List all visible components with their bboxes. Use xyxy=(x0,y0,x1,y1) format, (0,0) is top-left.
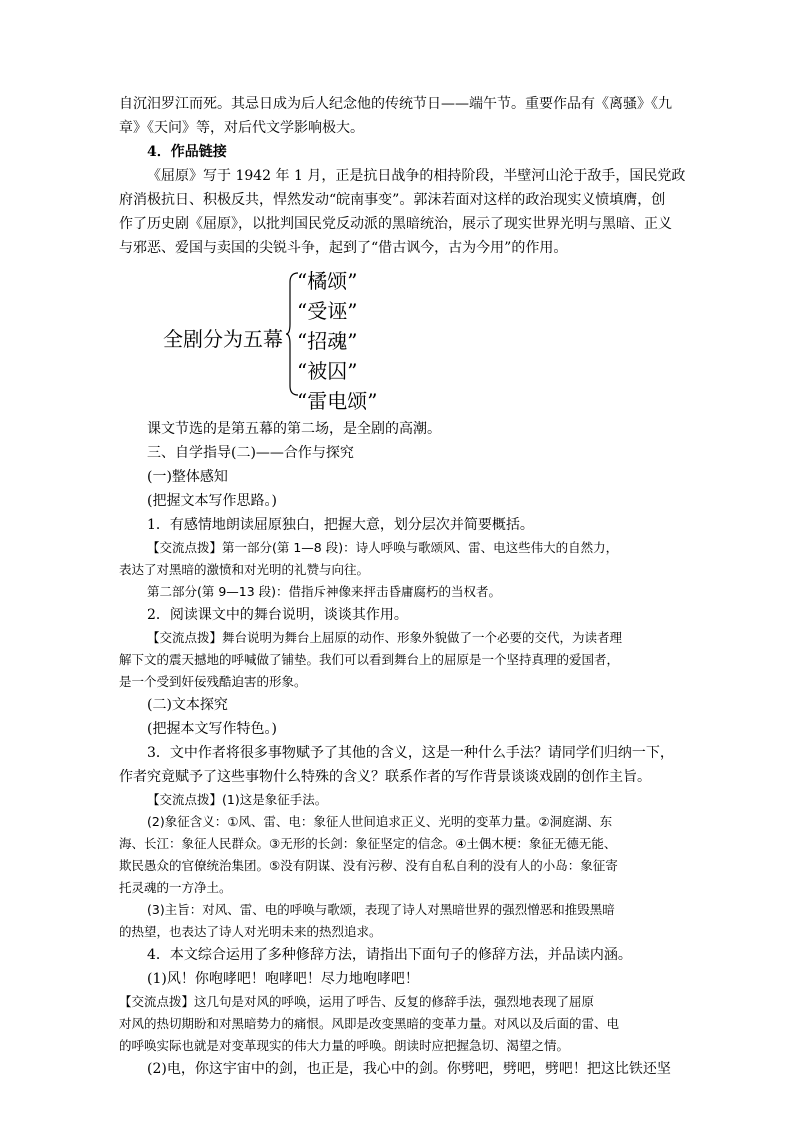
intro-line-2: 章》《天问》等，对后代文学影响极大。 xyxy=(119,120,364,136)
answer-3-part-3-line-1: (3)主旨：对风、雷、电的呼唤与歌颂，表现了诗人对黑暗世界的强烈憎恶和推毁黑暗 xyxy=(147,902,615,917)
question-4-item-2: (2)电，你这宇宙中的剑，也正是，我心中的剑。你劈吧，劈吧，劈吧！把这比铁还坚 xyxy=(147,1061,671,1077)
question-4: 4．本文综合运用了多种修辞方法，请指出下面句子的修辞方法，并品读内涵。 xyxy=(147,947,632,963)
answer-2-line-3: 是一个受到奸佞残酷迫害的形象。 xyxy=(119,674,307,689)
question-3-line-1: 3．文中作者将很多事物赋予了其他的含义，这是一种什么手法？请同学们归纳一下， xyxy=(147,745,674,761)
after-scheme-text: 课文节选的是第五幕的第二场，是全剧的高潮。 xyxy=(147,421,441,437)
answer-4-1-line-1: 【交流点拨】这几句是对风的呼唤，运用了呼告、反复的修辞手法，强烈地表现了屈原 xyxy=(119,994,595,1009)
acts-list xyxy=(297,266,377,416)
answer-3-part-1: 【交流点拨】(1)这是象征手法。 xyxy=(147,792,328,807)
answer-2-line-2: 解下文的震天撼地的呼喊做了铺垫。我们可以看到舞台上的屈原是一个坚持真理的爱国者， xyxy=(119,652,620,667)
act-item: “雷电颂” xyxy=(297,389,378,413)
question-1: 1．有感情地朗读屈原独白，把握大意，划分层次并简要概括。 xyxy=(147,517,534,533)
question-2: 2．阅读课文中的舞台说明，谈谈其作用。 xyxy=(147,607,408,623)
act-item: “招魂” xyxy=(297,329,358,353)
section4-title: 4．作品链接 xyxy=(147,144,227,160)
answer-3-part-2-line-3: 欺民愚众的官僚统治集团。⑤没有阴谋、没有污秽、没有自私自利的没有人的小岛：象征寄 xyxy=(119,858,618,873)
act-item: “橘颂” xyxy=(297,269,358,293)
sub1-note: (把握文本写作思路。) xyxy=(147,493,277,509)
scheme-label: 全剧分为五幕 xyxy=(163,327,283,351)
five-acts-scheme xyxy=(119,266,679,411)
answer-3-part-2-line-1: (2)象征含义：①风、雷、电：象征人世间追求正义、光明的变革力量。②洞庭湖、东 xyxy=(147,814,613,829)
act-item: “被囚” xyxy=(297,359,358,383)
document-page xyxy=(119,92,686,1081)
answer-1-line-1: 【交流点拨】第一部分(第 1—8 段)：诗人呼唤与歌颂风、雷、电这些伟大的自然力， xyxy=(147,540,619,555)
answer-1-line-3: 第二部分(第 9—13 段)：借指斥神像来抨击昏庸腐朽的当权者。 xyxy=(147,584,502,599)
section4-para-line-1: 《屈原》写于 1942 年 1 月，正是抗日战争的相持阶段，半壁河山沦于敌手，国民党政 xyxy=(147,168,686,184)
act-item: “受诬” xyxy=(297,299,358,323)
answer-1-line-2: 表达了对黑暗的激愤和对光明的礼赞与向往。 xyxy=(119,562,370,577)
sub1-title: (一)整体感知 xyxy=(147,469,228,485)
sub2-note: (把握本文写作特色。) xyxy=(147,721,277,737)
answer-4-1-line-2: 对风的热切期盼和对黑暗势力的痛恨。风即是改变黑暗的变革力量。对风以及后面的雷、电 xyxy=(119,1016,620,1031)
answer-3-part-2-line-2: 海、长江：象征人民群众。③无形的长剑：象征坚定的信念。④土偶木梗：象征无德无能、 xyxy=(119,836,617,851)
answer-2-line-1: 【交流点拨】舞台说明为舞台上屈原的动作、形象外貌做了一个必要的交代，为读者理 xyxy=(147,630,623,645)
intro-line-1: 自沉汨罗江而死。其忌日成为后人纪念他的传统节日——端午节。重要作品有《离骚》《九 xyxy=(119,96,672,112)
question-4-item-1: (1)风！你咆哮吧！咆哮吧！尽力地咆哮吧！ xyxy=(147,971,419,987)
section4-para-line-2: 府消极抗日、积极反共，悍然发动“皖南事变”。郭沫若面对这样的政治现实义愤填膺，创 xyxy=(119,192,666,208)
part3-title: 三、自学指导(二)——合作与探究 xyxy=(147,445,354,461)
answer-4-1-line-3: 的呼唤实际也就是对变革现实的伟大力量的呼唤。朗读时应把握急切、渴望之情。 xyxy=(119,1038,570,1053)
answer-3-part-2-line-4: 托灵魂的一方净土。 xyxy=(119,880,232,895)
answer-3-part-3-line-2: 的热望，也表达了诗人对光明未来的热烈追求。 xyxy=(119,924,382,939)
sub2-title: (二)文本探究 xyxy=(147,697,228,713)
section4-para-line-3: 作了历史剧《屈原》，以批判国民党反动派的黑暗统治，展示了现实世界光明与黑暗、正义 xyxy=(119,216,672,232)
question-3-line-2: 作者究竟赋予了这些事物什么特殊的含义？联系作者的写作背景谈谈戏剧的创作主旨。 xyxy=(119,769,651,785)
section4-para-line-4: 与邪恶、爱国与卖国的尖锐斗争，起到了“借古讽今，古为今用”的作用。 xyxy=(119,240,568,256)
